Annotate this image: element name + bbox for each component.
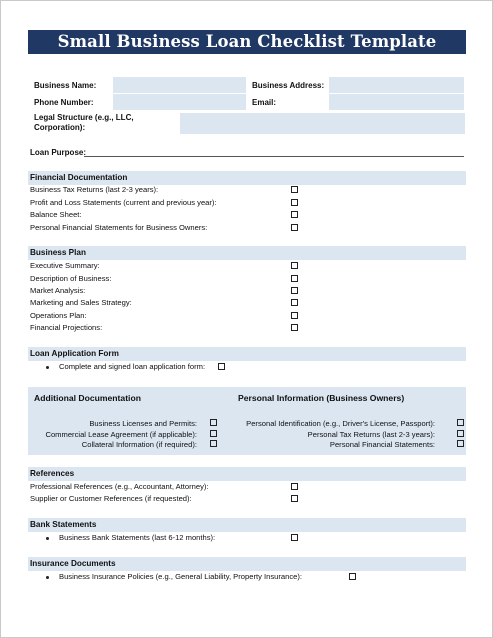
list-item: Personal Financial Statements for Business Owners: (30, 223, 208, 232)
list-item: Commercial Lease Agreement (if applicable): (45, 430, 197, 439)
business-address-label: Business Address: (252, 81, 325, 90)
checkbox[interactable] (291, 534, 298, 541)
email-field[interactable] (329, 94, 464, 110)
checkbox[interactable] (291, 275, 298, 282)
bullet-icon (46, 576, 49, 579)
list-item: Marketing and Sales Strategy: (30, 298, 132, 307)
additional-section-title: Additional Documentation (34, 393, 141, 403)
checkbox[interactable] (291, 312, 298, 319)
checkbox[interactable] (210, 419, 217, 426)
document-title: Small Business Loan Checklist Template (28, 30, 466, 54)
checkbox[interactable] (218, 363, 225, 370)
checkbox[interactable] (291, 224, 298, 231)
references-section-bar (28, 467, 466, 481)
legal-structure-label: Legal Structure (e.g., LLC, Corporation): (34, 113, 134, 132)
list-item: Complete and signed loan application form: (59, 362, 206, 371)
list-item: Market Analysis: (30, 286, 86, 295)
phone-number-field[interactable] (113, 94, 246, 110)
checkbox[interactable] (291, 211, 298, 218)
checkbox[interactable] (291, 287, 298, 294)
checkbox[interactable] (349, 573, 356, 580)
list-item: Business Bank Statements (last 6-12 months): (59, 533, 216, 542)
list-item: Balance Sheet: (30, 210, 82, 219)
legal-structure-field[interactable] (180, 113, 465, 134)
checkbox[interactable] (291, 483, 298, 490)
financial-section-title: Financial Documentation (30, 173, 128, 182)
list-item: Operations Plan: (30, 311, 87, 320)
checkbox[interactable] (291, 186, 298, 193)
list-item: Personal Identification (e.g., Driver's License, Passport): (246, 419, 435, 428)
list-item: Business Insurance Policies (e.g., General Liability, Property Insurance): (59, 572, 302, 581)
checkbox[interactable] (457, 419, 464, 426)
business-plan-section-bar (28, 246, 466, 260)
checkbox[interactable] (291, 299, 298, 306)
list-item: Executive Summary: (30, 261, 100, 270)
bullet-icon (46, 366, 49, 369)
checkbox[interactable] (291, 262, 298, 269)
email-label: Email: (252, 98, 277, 107)
list-item: Professional References (e.g., Accountant, Attorney): (30, 482, 209, 491)
list-item: Profit and Loss Statements (current and previous year): (30, 198, 217, 207)
phone-number-label: Phone Number: (34, 98, 94, 107)
insurance-section-title: Insurance Documents (30, 559, 116, 568)
loan-purpose-line[interactable] (84, 156, 464, 157)
list-item: Personal Financial Statements: (329, 440, 435, 449)
checkbox[interactable] (291, 199, 298, 206)
bank-section-title: Bank Statements (30, 520, 97, 529)
checkbox[interactable] (291, 324, 298, 331)
checkbox[interactable] (457, 440, 464, 447)
list-item: Supplier or Customer References (if requested): (30, 494, 192, 503)
checkbox[interactable] (210, 440, 217, 447)
list-item: Business Licenses and Permits: (89, 419, 197, 428)
checkbox[interactable] (210, 430, 217, 437)
checkbox[interactable] (457, 430, 464, 437)
list-item: Collateral Information (if required): (81, 440, 197, 449)
checkbox[interactable] (291, 495, 298, 502)
list-item: Business Tax Returns (last 2-3 years): (30, 185, 159, 194)
business-name-field[interactable] (113, 77, 246, 93)
list-item: Financial Projections: (30, 323, 103, 332)
loan-form-section-title: Loan Application Form (30, 349, 119, 358)
business-name-label: Business Name: (34, 81, 97, 90)
personal-section-title: Personal Information (Business Owners) (238, 393, 405, 403)
list-item: Description of Business: (30, 274, 112, 283)
list-item: Personal Tax Returns (last 2-3 years): (307, 430, 435, 439)
loan-purpose-label: Loan Purpose: (30, 148, 87, 157)
bullet-icon (46, 537, 49, 540)
business-plan-section-title: Business Plan (30, 248, 86, 257)
references-section-title: References (30, 469, 75, 478)
business-address-field[interactable] (329, 77, 464, 93)
